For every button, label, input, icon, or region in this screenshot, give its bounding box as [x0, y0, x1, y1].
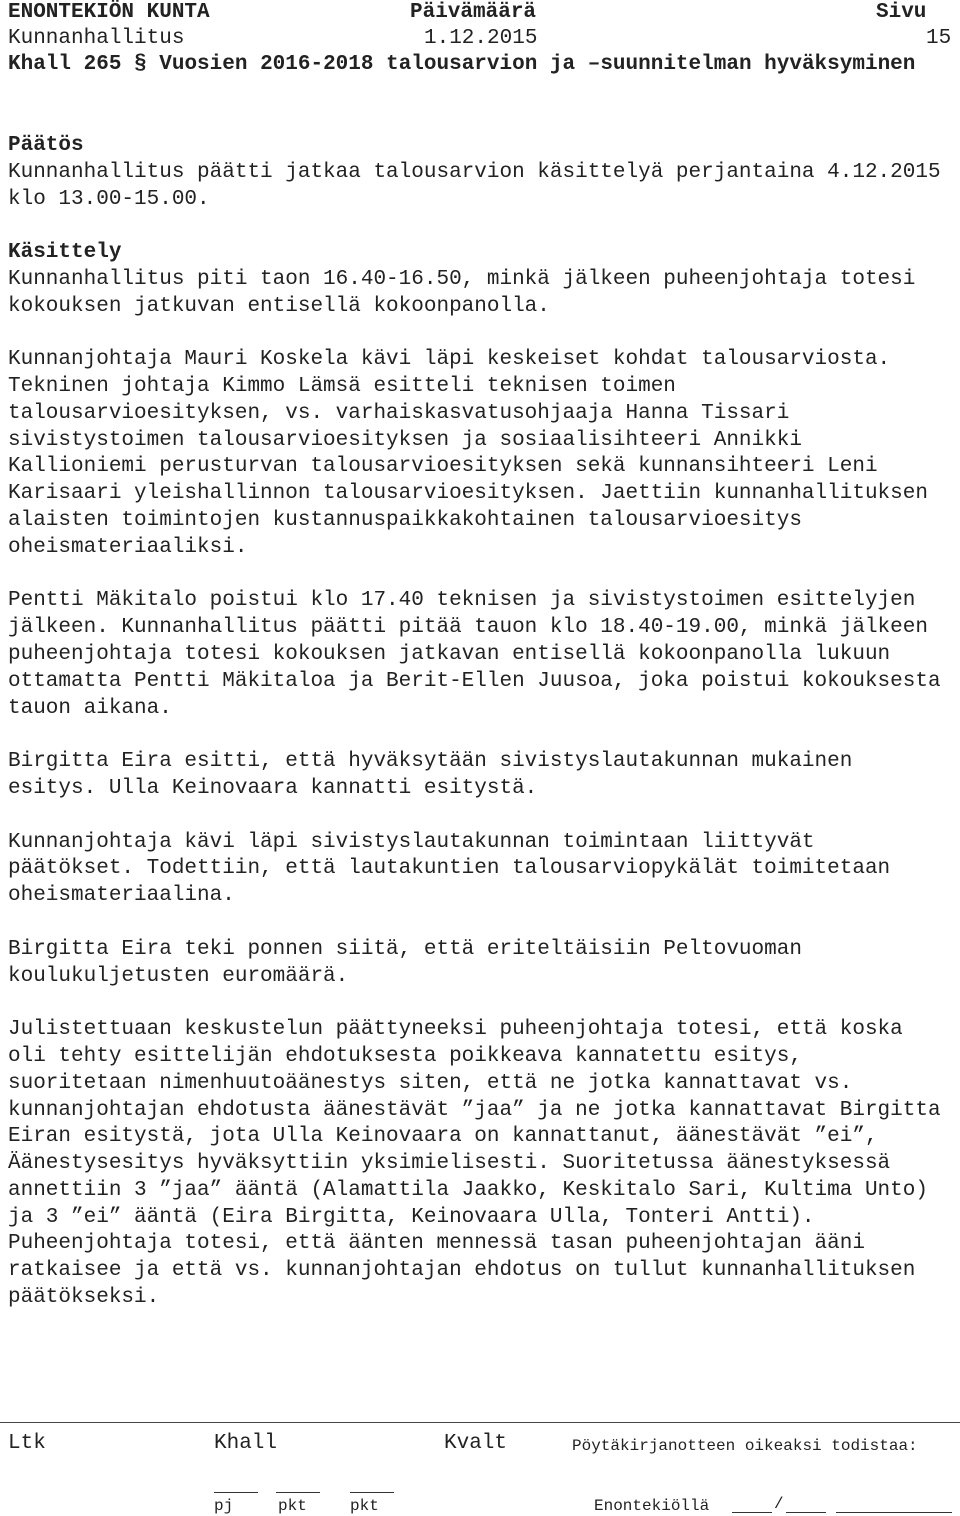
decision-text: Kunnanhallitus päätti jatkaa talousarvion käsittelyä perjantaina 4.12.2015 klo 13.00-15.00. [8, 160, 941, 211]
signature-blank-pkt2 [350, 1476, 394, 1493]
page-number: 15 [926, 27, 952, 50]
date-blank-month [786, 1496, 826, 1513]
org-name: ENONTEKIÖN KUNTA [8, 1, 210, 24]
handling-paragraph: Kunnanhallitus piti taon 16.40-16.50, minkä jälkeen puheenjohtaja totesi kokouksen jatkuvan entisellä kokoonpanolla. [8, 267, 916, 318]
body-name: Kunnanhallitus [8, 27, 185, 50]
footer-pkt-1: pkt [278, 1497, 307, 1515]
meeting-date: 1.12.2015 [424, 27, 538, 50]
footer-certify: Pöytäkirjanotteen oikeaksi todistaa: [572, 1437, 918, 1455]
signature-blank-pj [214, 1476, 258, 1493]
footer-divider [0, 1422, 960, 1423]
decision-heading: Päätös [8, 134, 84, 157]
handling-paragraph: Pentti Mäkitalo poistui klo 17.40 teknisen ja sivistystoimen esittelyjen jälkeen. Kunnanhallitus päätti pitää tauon klo 18.40-19.00, minkä jälkeen puheenjohtaja totesi kokouksen jatkavan entisellä kokoonpanolla lukuun ottamatta Pentti Mäkitaloa ja Berit-Ellen Juusoa, joka poistui kokouksesta tauon aikana. [8, 589, 941, 720]
handling-paragraph: Julistettuaan keskustelun päättyneeksi puheenjohtaja totesi, että koska oli tehty esittelijän ehdotuksesta poikkeava kannatettu esitys, suoritetaan nimenhuutoäänestys siten, että ne jotka kannattavat vs. kunnanjohtajan ehdotusta äänestävät ”jaa” ja ne jotka kannattavat Birgitta Eiran esitystä, jota Ulla Keinovaara on kannattanut, äänestävät ”ei”, Äänestysesitys hyväksyttiin yksimielisesti. Suoritetussa äänestyksessä annettiin 3 ”jaa” ääntä (Alamattila Jaakko, Keskitalo Sari, Kultima Unto) ja 3 ”ei” ääntä (Eira Birgitta, Keinovaara Ulla, Tonteri Antti). Puheenjohtaja totesi, että äänten mennessä tasan puheenjohtajan ääni ratkaisee ja että vs. kunnanjohtajan ehdotus on tullut kunnanhallituksen päätökseksi. [8, 1018, 941, 1310]
date-label: Päivämäärä [410, 1, 537, 24]
handling-section [8, 240, 952, 1312]
date-blank-day [732, 1496, 772, 1513]
footer-slash: / [774, 1495, 784, 1513]
footer-khall: Khall [214, 1432, 278, 1455]
signature-blank-certifier [836, 1496, 952, 1513]
footer-kvalt: Kvalt [444, 1432, 508, 1455]
handling-paragraph: Birgitta Eira teki ponnen siitä, että eriteltäisiin Peltovuoman koulukuljetusten euromäärä. [8, 937, 802, 988]
footer-pj: pj [214, 1497, 234, 1515]
section-sign: § [134, 53, 147, 76]
footer-place: Enontekiöllä [594, 1497, 710, 1515]
handling-paragraph: Birgitta Eira esitti, että hyväksytään sivistyslautakunnan mukainen esitys. Ulla Keinovaara kannatti esitystä. [8, 750, 853, 800]
footer-ltk: Ltk [8, 1432, 46, 1455]
title-ref: Khall 265 [8, 53, 122, 76]
decision-section [8, 133, 952, 213]
section-title [8, 52, 952, 79]
handling-paragraph: Kunnanjohtaja Mauri Koskela kävi läpi keskeiset kohdat talousarviosta. Tekninen johtaja Kimmo Lämsä esitteli teknisen toimen talousarvioesityksen, vs. varhaiskasvatusohjaaja Hanna Tissari sivistystoimen talousarvioesityksen ja sosiaalisihteeri Annikki Kallioniemi perusturvan talousarvioesityksen sekä kunnansihteeri Leni Karisaari yleishallinnon talousarvioesityksen. Jaettiin kunnanhallituksen alaisten toimintojen kustannuspaikkakohtainen talousarvioesitys oheismateriaaliksi. [8, 348, 928, 559]
signature-blank-pkt1 [276, 1476, 320, 1493]
page-label: Sivu [876, 1, 927, 24]
handling-heading: Käsittely [8, 241, 122, 264]
title-text: Vuosien 2016-2018 talousarvion ja –suunnitelman hyväksyminen [159, 53, 916, 76]
handling-paragraph: Kunnanjohtaja kävi läpi sivistyslautakunnan toimintaan liittyvät päätökset. Todettiin, että lautakuntien talousarviopykälät toimitetaan oheismateriaalina. [8, 830, 891, 908]
footer-pkt-2: pkt [350, 1497, 379, 1515]
